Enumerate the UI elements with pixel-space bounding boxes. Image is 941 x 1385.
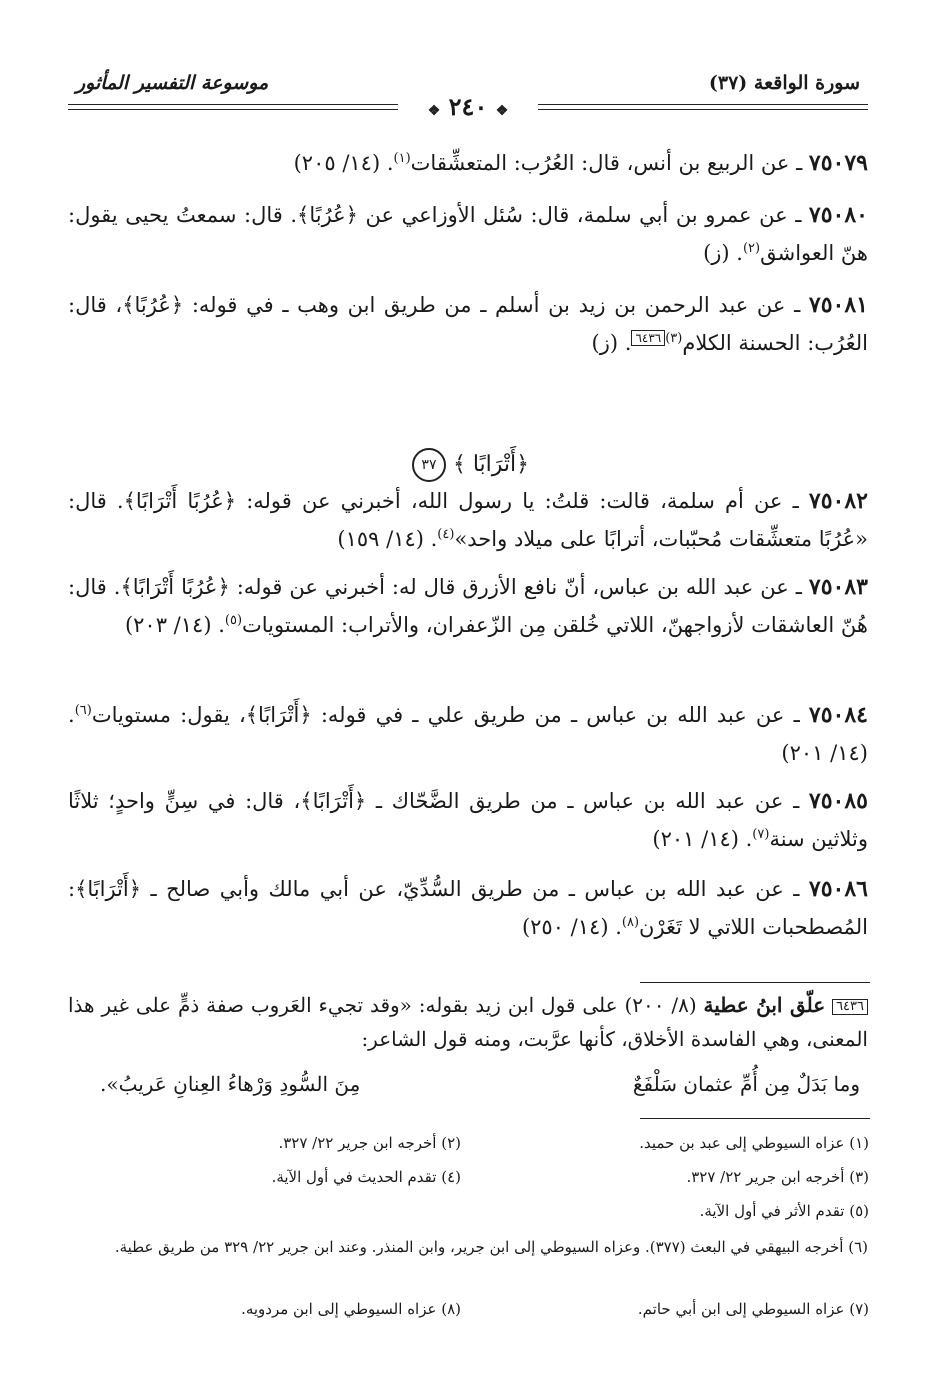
- footnote-2: (٢) أخرجه ابن جرير ٢٢/ ٣٢٧.: [278, 1134, 461, 1152]
- entry-text: ـ عن عبد الله بن عباس ـ من طريق الضَّحّاك ـ ﴿أَتْرَابًا﴾، قال: في سِنٍّ واحدٍ؛ ثلاثًا وثلاثين سنة: [68, 789, 868, 851]
- footnote-ref: (٥): [224, 613, 243, 628]
- footnote-7: (٧) عزاه السيوطي إلى ابن أبي حاتم.: [637, 1300, 869, 1318]
- entry-number: ٧٥٠٨١: [808, 292, 868, 318]
- footnote-6: (٦) أخرجه البيهقي في البعث (٣٧٧). وعزاه السيوطي إلى ابن جرير، وابن المنذر. وعند ابن جرير ٢٢/ ٣٢٩ من طريق عطية.: [114, 1238, 868, 1256]
- entry-text: ـ عن عمرو بن أبي سلمة، قال: سُئل الأوزاعي عن ﴿عُرُبًا﴾. قال: سمعتُ يحيى يقول: هنّ العواشق: [68, 203, 868, 265]
- entry-source: . (١٤/ ٢٠١): [68, 703, 868, 765]
- entry-75084: [68, 696, 868, 772]
- entry-source: . (١٤/ ٢٠١): [652, 827, 753, 851]
- footnote-ref: (٦): [74, 703, 92, 718]
- footnote-4: (٤) تقدم الحديث في أول الآية.: [271, 1168, 461, 1186]
- footnote-ref: (٤): [437, 527, 455, 542]
- footnote-1: (١) عزاه السيوطي إلى عبد بن حميد.: [639, 1134, 869, 1152]
- verse-hemistich-2: مِنَ السُّودِ وَرْهاءُ العِنانِ عَريبُ».: [100, 1072, 361, 1096]
- surah-title: [709, 72, 860, 94]
- page-header: [68, 62, 868, 124]
- entry-75080: [68, 196, 868, 272]
- book-title: موسوعة التفسير المأثور: [76, 72, 269, 94]
- entry-text: ـ عن أم سلمة، قالت: قلتُ: يا رسول الله، أخبرني عن قوله: ﴿عُرُبًا أَتْرَابًا﴾. قال: «عُرُبًا متعشِّقات مُحبّبات، أترابًا على ميلاد واحد»: [68, 489, 868, 551]
- entry-text: ـ عن الربيع بن أنس، قال: العُرُب: المتعشِّقات: [410, 151, 809, 175]
- entry-text: ـ عن عبد الرحمن بن زيد بن أسلم ـ من طريق ابن وهب ـ في قوله: ﴿عُرُبًا﴾، قال: العُرُب: الحسنة الكلام: [68, 293, 868, 355]
- entry-75082: [68, 482, 868, 558]
- entry-75086: [68, 870, 868, 946]
- entry-number: ٧٥٠٨٤: [808, 702, 868, 728]
- entry-text: ـ عن عبد الله بن عباس ـ من طريق علي ـ في قوله: ﴿أَتْرَابًا﴾، يقول: مستويات: [91, 703, 809, 727]
- verse-word: ﴿أَتْرَابًا ﴾: [452, 452, 530, 477]
- entry-75081: [68, 286, 868, 362]
- ornament-left-icon: ❖: [427, 103, 441, 119]
- footnote-8: (٨) عزاه السيوطي إلى ابن مردويه.: [241, 1300, 461, 1318]
- ornament-right-icon: ❖: [495, 103, 509, 119]
- header-rule-right-thin: [538, 109, 868, 110]
- header-rule-right: [538, 104, 868, 105]
- entry-number: ٧٥٠٨٣: [808, 574, 868, 600]
- entry-source: . (ز): [591, 331, 632, 355]
- footnote-ref: (٣): [665, 331, 683, 346]
- entry-75079: [68, 144, 868, 182]
- entry-number: ٧٥٠٨٦: [808, 876, 868, 902]
- entry-number: ٧٥٠٨٢: [808, 488, 868, 514]
- footnotes-separator: [640, 1118, 870, 1119]
- entry-source: . (١٤/ ١٥٩): [337, 527, 438, 551]
- entry-75083: [68, 568, 868, 644]
- footnote-ref: (٨): [621, 915, 640, 930]
- surah-ayah: (٣٧): [708, 72, 748, 94]
- entry-number: ٧٥٠٨٠: [808, 202, 868, 228]
- header-rule-left: [68, 104, 398, 105]
- commentary-block: [68, 988, 868, 1056]
- entry-text: ـ عن عبد الله بن عباس ـ من طريق السُّدِّيّ، عن أبي مالك وأبي صالح ـ ﴿أَتْرَابًا﴾: المُصطحبات اللاتي لا تَغَرْن: [68, 877, 868, 939]
- entry-source: . (١٤/ ٢٥٠): [521, 915, 622, 939]
- surah-name: سورة الواقعة: [753, 72, 860, 94]
- header-rule-left-thin: [68, 109, 398, 110]
- footnote-ref: (٧): [752, 827, 770, 842]
- commentary-ref-box: ٦٤٣٦: [631, 330, 665, 346]
- page-number: ٢٤٠: [448, 92, 488, 121]
- footnote-5: (٥) تقدم الأثر في أول الآية.: [699, 1202, 869, 1220]
- footnote-3: (٣) أخرجه ابن جرير ٢٢/ ٣٢٧.: [686, 1168, 869, 1186]
- entry-number: ٧٥٠٨٥: [808, 788, 868, 814]
- ayah-number-icon: ٣٧: [412, 448, 446, 482]
- entry-75085: [68, 782, 868, 858]
- entry-source: . (١٤/ ٢٠٣): [124, 613, 225, 637]
- commentary-box: ٦٤٣٦: [832, 999, 868, 1015]
- commentary-lead: علّق ابنُ عطية: [703, 993, 826, 1017]
- entry-number: ٧٥٠٧٩: [808, 150, 868, 176]
- footnote-ref: (٢): [742, 241, 761, 256]
- entry-source: . (ز): [703, 241, 743, 265]
- entry-text: ـ عن عبد الله بن عباس، أنّ نافع الأزرق قال له: أخبرني عن قوله: ﴿عُرُبًا أَتْرَابًا﴾. قال: هُنّ العاشقات لأزواجهنّ، اللاتي خُلقن مِن الزّعفران، والأتراب: المستويات: [68, 575, 868, 637]
- entry-source: . (١٤/ ٢٠٥): [293, 151, 394, 175]
- commentary-text: (٨/ ٢٠٠) على قول ابن زيد بقوله: «وقد تجيء العَروب صفة ذمٍّ على غير هذا المعنى، وهي الفاسدة الأخلاق، كأنها عرَّبت، ومنه قول الشاعر:: [68, 993, 868, 1051]
- verse-hemistich-1: وما بَدَلٌ مِن أُمِّ عثمان سَلْفَعٌ: [632, 1072, 860, 1096]
- verse-heading: [0, 448, 941, 482]
- commentary-separator: [640, 982, 870, 983]
- page-number-block: [408, 92, 528, 121]
- footnote-ref: (١): [393, 151, 411, 166]
